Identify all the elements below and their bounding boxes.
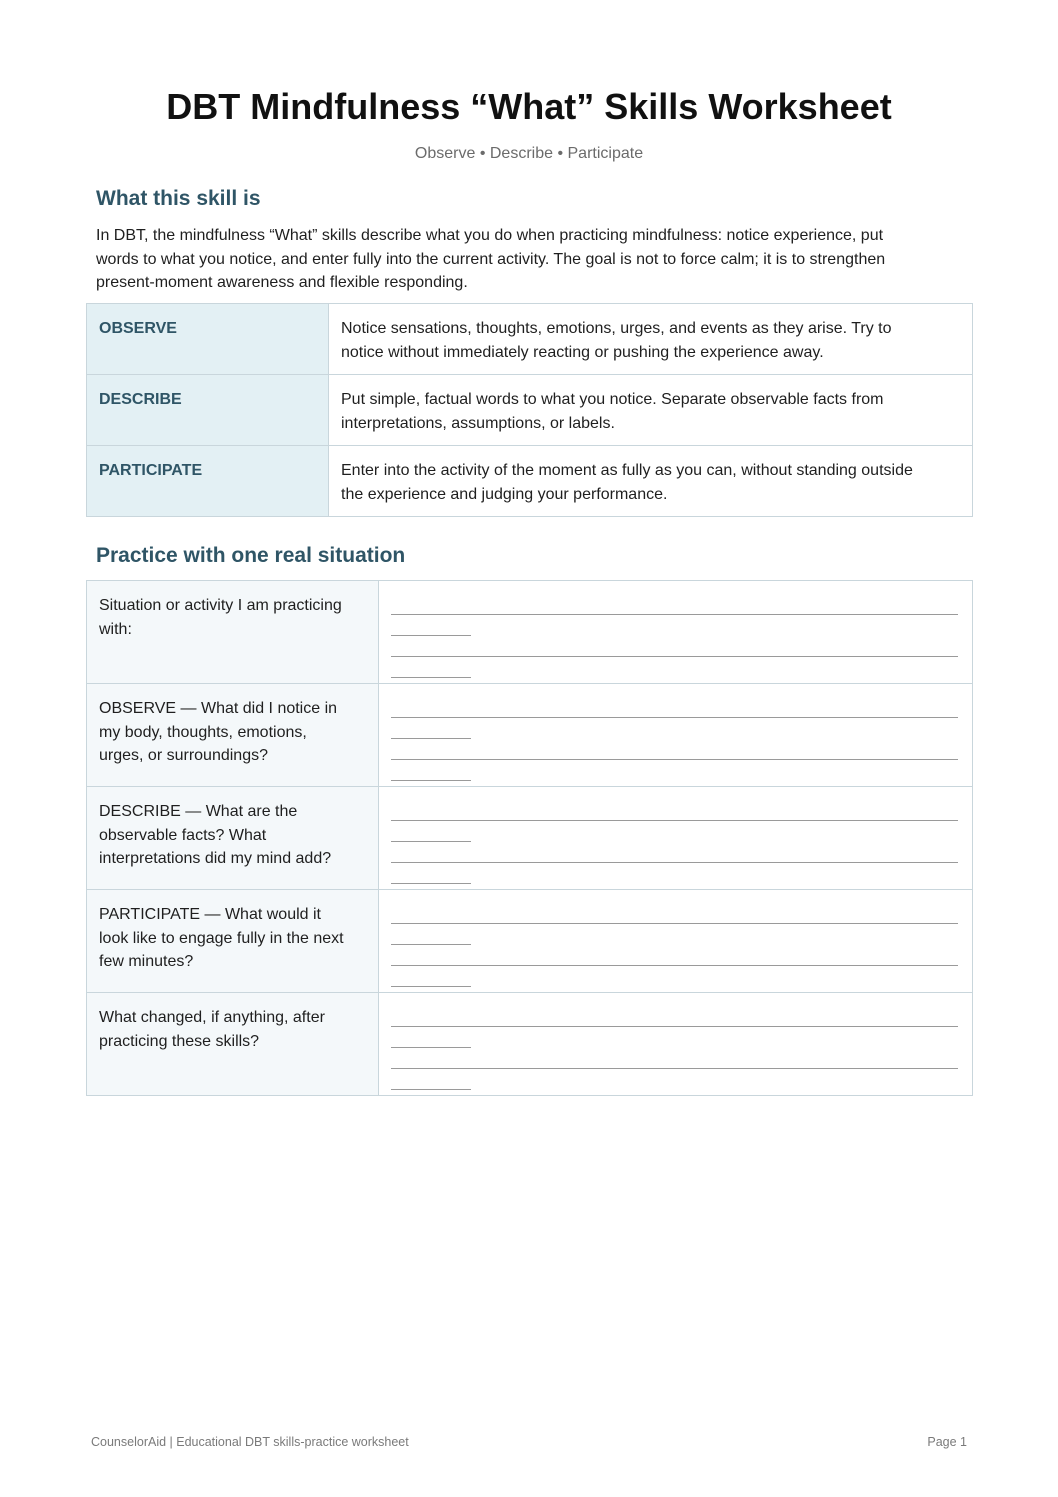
answer-line[interactable] (391, 924, 471, 945)
skill-name: DESCRIBE (87, 375, 329, 446)
skill-row-participate (87, 446, 973, 517)
skill-name: OBSERVE (87, 304, 329, 375)
answer-line[interactable] (391, 739, 958, 760)
answer-line[interactable] (391, 615, 471, 636)
prompt-line: few minutes? (99, 953, 194, 970)
prompt-line: PARTICIPATE — What would it (99, 906, 321, 923)
answer-line[interactable] (391, 1069, 471, 1090)
answer-line[interactable] (391, 1048, 958, 1069)
prompt-line: look like to engage fully in the next (99, 929, 344, 947)
answer-line[interactable] (391, 636, 958, 657)
practice-row (87, 684, 973, 787)
prompt-line: interpretations did my mind add? (99, 850, 332, 867)
footer-page-number: Page 1 (927, 1435, 967, 1449)
prompt-line: OBSERVE — What did I notice in (99, 700, 338, 717)
practice-prompt (87, 581, 379, 684)
skill-description-line: interpretations, assumptions, or labels. (341, 414, 615, 432)
intro-line: present-moment awareness and flexible responding. (96, 274, 468, 291)
answer-line[interactable] (391, 760, 471, 781)
practice-table (86, 580, 973, 1096)
prompt-line: DESCRIBE — What are the (99, 803, 298, 820)
answer-field[interactable] (379, 787, 973, 890)
practice-prompt (87, 993, 379, 1096)
answer-line[interactable] (391, 863, 471, 884)
practice-prompt (87, 890, 379, 993)
answer-line[interactable] (391, 1006, 958, 1027)
answer-line[interactable] (391, 800, 958, 821)
page-title: DBT Mindfulness “What” Skills Worksheet (166, 86, 892, 127)
section-heading-what-this-skill-is: What this skill is (96, 187, 261, 210)
prompt-line: practicing these skills? (99, 1032, 260, 1050)
answer-line[interactable] (391, 718, 471, 739)
practice-prompt (87, 787, 379, 890)
answer-line[interactable] (391, 821, 471, 842)
section-heading-practice: Practice with one real situation (96, 544, 406, 567)
skill-description-line: notice without immediately reacting or pushing the experience away. (341, 343, 824, 361)
skill-description (329, 375, 973, 446)
answer-line[interactable] (391, 966, 471, 987)
skill-description-line: Enter into the activity of the moment as fully as you can, without standing outside (341, 462, 913, 479)
prompt-line: What changed, if anything, after (99, 1009, 325, 1026)
answer-line[interactable] (391, 594, 958, 615)
intro-paragraph (96, 224, 956, 295)
skill-description (329, 446, 973, 517)
prompt-line: observable facts? What (99, 826, 267, 844)
prompt-line: my body, thoughts, emotions, (99, 723, 307, 741)
answer-line[interactable] (391, 945, 958, 966)
prompt-line: with: (99, 620, 132, 638)
answer-line[interactable] (391, 903, 958, 924)
skill-row-describe (87, 375, 973, 446)
skill-description-line: Notice sensations, thoughts, emotions, urges, and events as they arise. Try to (341, 320, 892, 337)
skill-name: PARTICIPATE (87, 446, 329, 517)
answer-field[interactable] (379, 993, 973, 1096)
skills-table (86, 303, 973, 517)
skill-description-line: Put simple, factual words to what you notice. Separate observable facts from (341, 391, 884, 408)
answer-field[interactable] (379, 890, 973, 993)
answer-line[interactable] (391, 697, 958, 718)
footer-source: CounselorAid | Educational DBT skills-practice worksheet (91, 1435, 409, 1449)
skill-description (329, 304, 973, 375)
skill-description-line: the experience and judging your performance. (341, 485, 668, 503)
page-subtitle: Observe • Describe • Participate (414, 145, 644, 162)
prompt-line: Situation or activity I am practicing (99, 597, 342, 614)
practice-row (87, 890, 973, 993)
answer-line[interactable] (391, 1027, 471, 1048)
answer-field[interactable] (379, 684, 973, 787)
practice-prompt (87, 684, 379, 787)
prompt-line: urges, or surroundings? (99, 747, 268, 764)
answer-field[interactable] (379, 581, 973, 684)
answer-line[interactable] (391, 657, 471, 678)
practice-row (87, 581, 973, 684)
skill-row-observe (87, 304, 973, 375)
answer-line[interactable] (391, 842, 958, 863)
intro-line: words to what you notice, and enter fully into the current activity. The goal is not to force calm; it is to strengthen (96, 250, 886, 268)
practice-row (87, 993, 973, 1096)
practice-row (87, 787, 973, 890)
intro-line: In DBT, the mindfulness “What” skills describe what you do when practicing mindfulness: notice experience, put (96, 227, 884, 244)
